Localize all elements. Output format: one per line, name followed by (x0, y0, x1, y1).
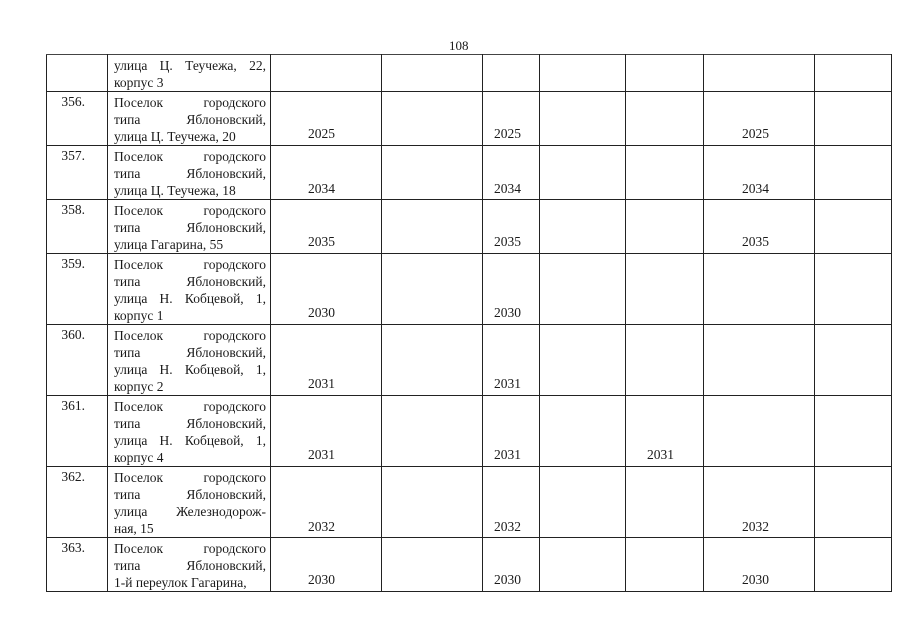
year-value: 2031 (494, 376, 521, 391)
address-line: Поселок городского (114, 149, 266, 164)
row-number-cell (47, 467, 108, 538)
row-number: 357. (61, 148, 85, 163)
address-line: типа Яблоновский, (114, 274, 266, 289)
year-cell-2 (483, 538, 540, 592)
year-cell-1 (271, 200, 382, 254)
year-value: 2032 (742, 519, 769, 534)
empty-cell (540, 146, 626, 200)
address-text (108, 92, 270, 145)
row-number-cell (47, 92, 108, 146)
empty-cell (540, 396, 626, 467)
year-cell-1 (271, 538, 382, 592)
year-value: 2035 (308, 234, 335, 249)
address-text (108, 467, 270, 537)
schedule-table (46, 54, 892, 592)
address-line: типа Яблоновский, (114, 345, 266, 360)
address-line: типа Яблоновский, (114, 558, 266, 573)
address-cell (108, 146, 271, 200)
year-cell-4 (704, 396, 815, 467)
address-line: типа Яблоновский, (114, 416, 266, 431)
address-line: корпус 4 (114, 450, 164, 465)
year-cell-3 (626, 254, 704, 325)
address-line: корпус 2 (114, 379, 164, 394)
year-value: 2034 (494, 181, 521, 196)
empty-cell (540, 92, 626, 146)
year-cell-1 (271, 146, 382, 200)
table-row (47, 396, 892, 467)
address-cell (108, 396, 271, 467)
year-value: 2031 (308, 376, 335, 391)
address-line: Поселок городского (114, 470, 266, 485)
empty-cell (382, 200, 483, 254)
empty-cell (815, 538, 892, 592)
empty-cell (382, 55, 483, 92)
address-text (108, 538, 270, 591)
empty-cell (815, 467, 892, 538)
empty-cell (815, 92, 892, 146)
year-cell-2 (483, 254, 540, 325)
address-line: улица Гагарина, 55 (114, 237, 224, 252)
empty-cell (540, 325, 626, 396)
address-cell (108, 325, 271, 396)
address-line: корпус 3 (114, 75, 164, 90)
empty-cell (815, 146, 892, 200)
row-number: 363. (61, 540, 85, 555)
year-value: 2030 (308, 572, 335, 587)
address-cell (108, 467, 271, 538)
empty-cell (382, 467, 483, 538)
address-cell (108, 538, 271, 592)
row-number: 362. (61, 469, 85, 484)
row-number: 356. (61, 94, 85, 109)
year-value: 2035 (742, 234, 769, 249)
address-line: улица Н. Кобцевой, 1, (114, 433, 266, 448)
row-number-cell (47, 325, 108, 396)
year-cell-1 (271, 467, 382, 538)
page-number: 108 (449, 38, 469, 53)
year-cell-2 (483, 146, 540, 200)
address-line: улица Н. Кобцевой, 1, (114, 362, 266, 377)
address-line: типа Яблоновский, (114, 220, 266, 235)
year-cell-1 (271, 55, 382, 92)
address-text (108, 55, 270, 91)
year-value: 2025 (742, 126, 769, 141)
row-number-cell (47, 200, 108, 254)
year-value: 2025 (308, 126, 335, 141)
row-number-cell (47, 55, 108, 92)
address-line: типа Яблоновский, (114, 112, 266, 127)
table-row (47, 92, 892, 146)
year-value: 2032 (494, 519, 521, 534)
address-line: Поселок городского (114, 95, 266, 110)
year-value: 2030 (308, 305, 335, 320)
year-cell-4 (704, 92, 815, 146)
address-line: Поселок городского (114, 328, 266, 343)
address-line: улица Ц. Теучежа, 22, (114, 58, 266, 73)
table-row (47, 55, 892, 92)
empty-cell (382, 538, 483, 592)
table-row (47, 467, 892, 538)
year-cell-3 (626, 325, 704, 396)
year-cell-1 (271, 396, 382, 467)
year-value: 2032 (308, 519, 335, 534)
year-cell-3 (626, 396, 704, 467)
table-row (47, 200, 892, 254)
address-line: Поселок городского (114, 257, 266, 272)
empty-cell (540, 200, 626, 254)
year-cell-3 (626, 55, 704, 92)
row-number: 361. (61, 398, 85, 413)
address-line: улица Железнодорож- (114, 504, 266, 519)
year-cell-3 (626, 200, 704, 254)
year-cell-1 (271, 92, 382, 146)
year-cell-3 (626, 467, 704, 538)
year-value: 2030 (494, 572, 521, 587)
year-cell-3 (626, 538, 704, 592)
address-cell (108, 55, 271, 92)
year-value: 2025 (494, 126, 521, 141)
year-cell-2 (483, 200, 540, 254)
year-cell-2 (483, 467, 540, 538)
address-line: улица Ц. Теучежа, 18 (114, 183, 236, 198)
address-line: улица Ц. Теучежа, 20 (114, 129, 236, 144)
year-value: 2031 (308, 447, 335, 462)
year-value: 2031 (494, 447, 521, 462)
year-cell-4 (704, 200, 815, 254)
year-value: 2030 (742, 572, 769, 587)
table-row (47, 146, 892, 200)
table-row (47, 325, 892, 396)
empty-cell (815, 200, 892, 254)
year-cell-4 (704, 55, 815, 92)
address-text (108, 325, 270, 395)
year-value: 2034 (308, 181, 335, 196)
year-cell-3 (626, 146, 704, 200)
row-number-cell (47, 538, 108, 592)
address-cell (108, 92, 271, 146)
address-line: Поселок городского (114, 541, 266, 556)
address-line: 1-й переулок Гагарина, (114, 575, 247, 590)
row-number: 359. (61, 256, 85, 271)
row-number: 360. (61, 327, 85, 342)
year-cell-2 (483, 55, 540, 92)
address-text (108, 254, 270, 324)
row-number-cell (47, 146, 108, 200)
year-cell-2 (483, 325, 540, 396)
year-value: 2035 (494, 234, 521, 249)
address-text (108, 396, 270, 466)
address-line: улица Н. Кобцевой, 1, (114, 291, 266, 306)
empty-cell (382, 254, 483, 325)
address-text (108, 200, 270, 253)
year-value: 2030 (494, 305, 521, 320)
address-line: ная, 15 (114, 521, 154, 536)
year-value: 2034 (742, 181, 769, 196)
empty-cell (540, 538, 626, 592)
empty-cell (382, 325, 483, 396)
address-line: Поселок городского (114, 203, 266, 218)
address-cell (108, 200, 271, 254)
empty-cell (815, 325, 892, 396)
empty-cell (540, 55, 626, 92)
year-cell-4 (704, 538, 815, 592)
year-cell-4 (704, 467, 815, 538)
year-cell-1 (271, 325, 382, 396)
row-number: 358. (61, 202, 85, 217)
empty-cell (815, 55, 892, 92)
year-cell-1 (271, 254, 382, 325)
address-line: Поселок городского (114, 399, 266, 414)
empty-cell (382, 396, 483, 467)
row-number-cell (47, 254, 108, 325)
year-value: 2031 (647, 447, 674, 462)
year-cell-4 (704, 146, 815, 200)
empty-cell (540, 467, 626, 538)
empty-cell (382, 92, 483, 146)
year-cell-4 (704, 325, 815, 396)
row-number (47, 55, 107, 57)
year-cell-2 (483, 396, 540, 467)
table-row (47, 538, 892, 592)
address-cell (108, 254, 271, 325)
empty-cell (815, 396, 892, 467)
empty-cell (815, 254, 892, 325)
year-cell-4 (704, 254, 815, 325)
year-cell-2 (483, 92, 540, 146)
address-text (108, 146, 270, 199)
table-body (47, 55, 892, 592)
year-cell-3 (626, 92, 704, 146)
address-line: корпус 1 (114, 308, 164, 323)
table-row (47, 254, 892, 325)
empty-cell (382, 146, 483, 200)
address-line: типа Яблоновский, (114, 487, 266, 502)
row-number-cell (47, 396, 108, 467)
address-line: типа Яблоновский, (114, 166, 266, 181)
empty-cell (540, 254, 626, 325)
